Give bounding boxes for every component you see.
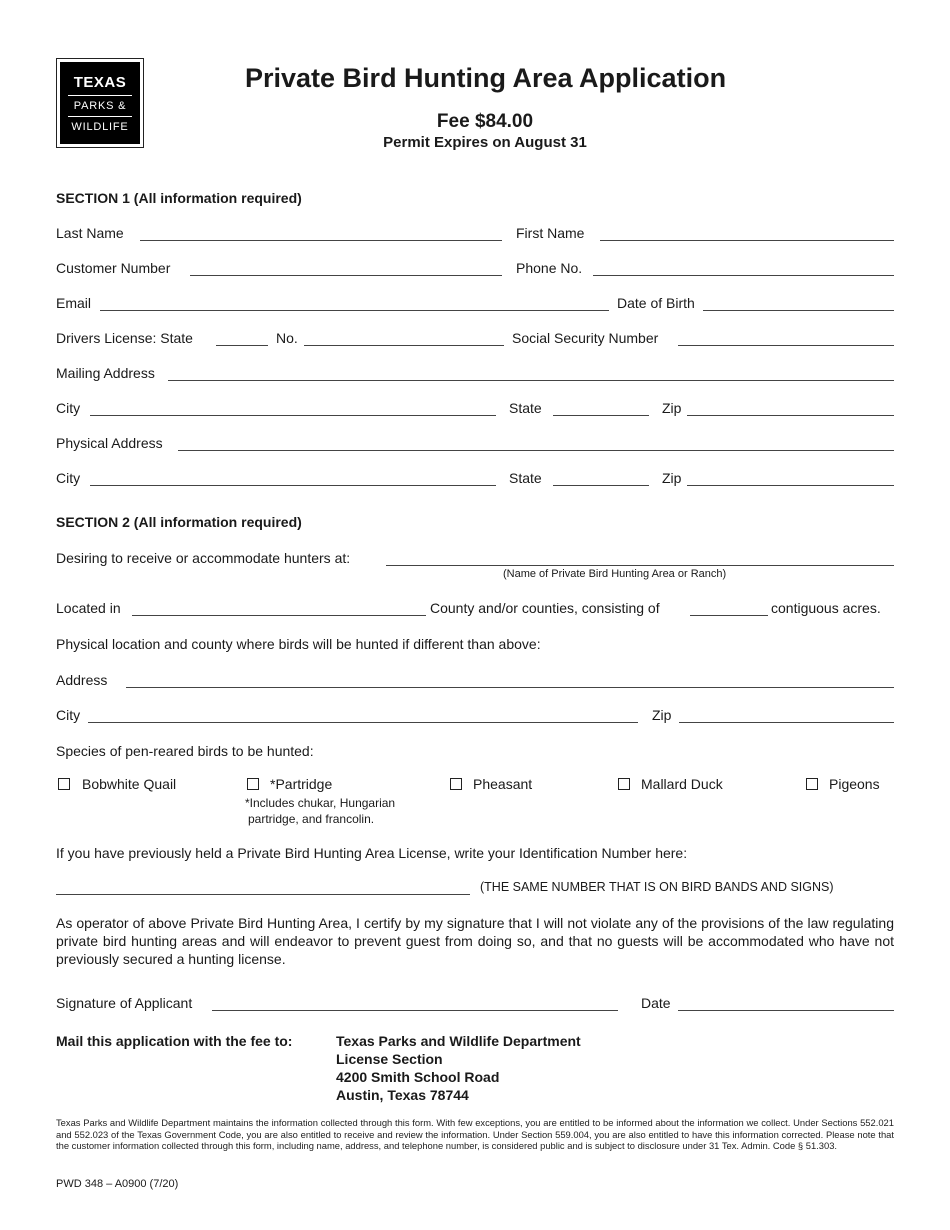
fee-text: Fee $84.00 <box>436 111 534 132</box>
acres-label: contiguous acres. <box>771 600 881 616</box>
dl-state-label: Drivers License: State <box>56 330 193 346</box>
date-label: Date <box>641 995 671 1011</box>
physical-zip-label: Zip <box>662 470 682 486</box>
mailing-address-label: Mailing Address <box>56 365 155 381</box>
pigeons-checkbox[interactable] <box>806 778 818 790</box>
mailing-zip-field[interactable] <box>687 414 894 416</box>
ssn-label: Social Security Number <box>512 330 659 346</box>
permit-expires-text: Permit Expires on August 31 <box>383 134 587 151</box>
logo-text-texas: TEXAS <box>73 73 127 91</box>
pheasant-checkbox[interactable] <box>450 778 462 790</box>
signature-field[interactable] <box>212 1009 618 1011</box>
desiring-label: Desiring to receive or accommodate hunters at: <box>56 550 351 566</box>
email-label: Email <box>56 295 92 311</box>
pheasant-label: Pheasant <box>473 776 533 792</box>
privacy-notice: Texas Parks and Wildlife Department maintains the information collected through this form. With few exceptions, you are entitled to be informed about the information we collect. Under Sections 552.021 and 552.023 of the Texas Government Code, you are also entitled to receive and review the information. Under Section 559.004, you are also entitled to have this information corrected. Please note that the customer information collected through this form, including name, address, and telephone number, is considered public and is subject to disclosure under 31 Tex. Admin. Code § 51.303. <box>56 1117 894 1151</box>
mailing-city-label: City <box>56 400 81 416</box>
county-label: County and/or counties, consisting of <box>430 600 660 616</box>
hunt-zip-label: Zip <box>652 707 672 723</box>
mallard-duck-label: Mallard Duck <box>641 776 723 792</box>
partridge-checkbox[interactable] <box>247 778 259 790</box>
ranch-name-field[interactable] <box>386 564 894 566</box>
section2-heading: SECTION 2 (All information required) <box>56 514 302 530</box>
mailing-state-field[interactable] <box>553 414 649 416</box>
logo-divider <box>68 95 132 96</box>
physical-zip-field[interactable] <box>687 484 894 486</box>
customer-number-field[interactable] <box>190 274 502 276</box>
hunt-address-label: Address <box>56 672 108 688</box>
physical-address-field[interactable] <box>178 449 894 451</box>
physical-location-label: Physical location and county where birds will be hunted if different than above: <box>56 636 541 652</box>
phone-label: Phone No. <box>516 260 583 276</box>
customer-number-label: Customer Number <box>56 260 171 276</box>
form-number: PWD 348 – A0900 (7/20) <box>56 1178 179 1190</box>
ranch-name-note: (Name of Private Bird Hunting Area or Ranch) <box>503 568 727 580</box>
logo-text-wildlife: WILDLIFE <box>71 120 129 133</box>
mallard-duck-checkbox[interactable] <box>618 778 630 790</box>
partridge-label: *Partridge <box>270 776 333 792</box>
mail-instructions-label: Mail this application with the fee to: <box>56 1033 293 1049</box>
certification-text: As operator of above Private Bird Hunting Area, I certify by my signature that I will not violate any of the provisions of the law regulating private bird hunting areas and will endeavor to prevent guest from doing so, and that no guests will be accommodated who have not previously secured a hunting license. <box>56 915 894 967</box>
first-name-label: First Name <box>516 225 585 241</box>
mail-address-line1: Texas Parks and Wildlife Department <box>336 1033 581 1049</box>
hunt-city-field[interactable] <box>88 721 638 723</box>
mail-address-line2: License Section <box>336 1051 443 1067</box>
physical-state-field[interactable] <box>553 484 649 486</box>
mail-address-line3: 4200 Smith School Road <box>336 1069 500 1085</box>
dl-number-field[interactable] <box>304 344 504 346</box>
bird-bands-note: (THE SAME NUMBER THAT IS ON BIRD BANDS AND SIGNS) <box>480 880 834 894</box>
physical-city-field[interactable] <box>90 484 496 486</box>
dob-field[interactable] <box>703 309 894 311</box>
hunt-zip-field[interactable] <box>679 721 894 723</box>
hunt-address-field[interactable] <box>126 686 894 688</box>
species-heading: Species of pen-reared birds to be hunted: <box>56 743 314 759</box>
dl-number-label: No. <box>276 330 298 346</box>
page-title: Private Bird Hunting Area Application <box>245 63 727 93</box>
email-field[interactable] <box>100 309 609 311</box>
bobwhite-quail-label: Bobwhite Quail <box>82 776 177 792</box>
pigeons-label: Pigeons <box>829 776 880 792</box>
mail-address-line4: Austin, Texas 78744 <box>336 1087 469 1103</box>
partridge-note-line2: partridge, and francolin. <box>248 812 375 826</box>
bobwhite-quail-checkbox[interactable] <box>58 778 70 790</box>
identification-number-field[interactable] <box>56 893 470 895</box>
last-name-field[interactable] <box>140 239 502 241</box>
mailing-zip-label: Zip <box>662 400 682 416</box>
last-name-label: Last Name <box>56 225 124 241</box>
physical-state-label: State <box>509 470 542 486</box>
signature-label: Signature of Applicant <box>56 995 193 1011</box>
section1-heading: SECTION 1 (All information required) <box>56 190 302 206</box>
dl-state-field[interactable] <box>216 344 268 346</box>
logo-text-parks: PARKS & <box>73 99 127 112</box>
first-name-field[interactable] <box>600 239 894 241</box>
acres-field[interactable] <box>690 614 768 616</box>
ssn-field[interactable] <box>678 344 894 346</box>
mailing-state-label: State <box>509 400 542 416</box>
phone-field[interactable] <box>593 274 894 276</box>
located-county-field[interactable] <box>132 614 426 616</box>
physical-address-label: Physical Address <box>56 435 163 451</box>
hunt-city-label: City <box>56 707 81 723</box>
previous-license-label: If you have previously held a Private Bird Hunting Area License, write your Identification Number here: <box>56 845 688 861</box>
located-in-label: Located in <box>56 600 121 616</box>
mailing-city-field[interactable] <box>90 414 496 416</box>
date-field[interactable] <box>678 1009 894 1011</box>
mailing-address-field[interactable] <box>168 379 894 381</box>
dob-label: Date of Birth <box>617 295 695 311</box>
physical-city-label: City <box>56 470 81 486</box>
partridge-note-line1: *Includes chukar, Hungarian <box>245 796 396 810</box>
